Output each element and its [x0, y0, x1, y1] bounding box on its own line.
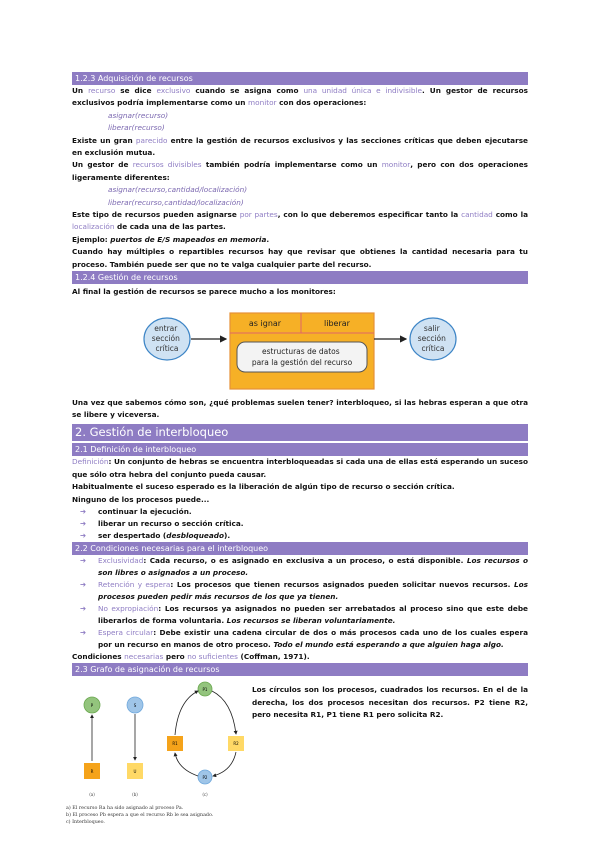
arrow-bullet-icon: ➔ [80, 603, 87, 613]
condition-item: ➔ Espera circular: Debe existir una cadena circular de dos o más procesos cada uno de los cuales espera por un recurso en manos de otro proceso. Todo el mundo está esperando a que alguien haga algo. [72, 627, 528, 651]
page [66, 72, 529, 826]
graph-captions [66, 805, 528, 826]
operations-list [72, 110, 528, 135]
caption-line: c) Interbloqueo. [66, 820, 105, 826]
operation-item: liberar(recurso) [108, 123, 165, 133]
node-label: R1 [172, 741, 178, 747]
paragraph: Cuando hay múltiples o repartibles recursos hay que revisar que obtienes la cantidad necesaria para tu proceso. También puede ser que no te valga cualquier parte del recurso. [72, 247, 528, 269]
list-item: ➔ ser despertado (desbloqueado). [72, 530, 528, 542]
section-heading-2-2: 2.2 Condiciones necesarias para el interbloqueo [72, 542, 528, 555]
paragraph: Existe un gran parecido entre la gestión de recursos exclusivos y las secciones críticas que deben ejecutarse en exclusión mutua. [72, 135, 528, 158]
entrar-line: crítica [155, 343, 179, 353]
chapter-heading-2: 2. Gestión de interbloqueo [72, 424, 528, 441]
arrow-bullet-icon: ➔ [80, 555, 87, 565]
paragraph: Definición: Un conjunto de hebras se encuentra interbloqueadas si cada una de ellas está esperando un suceso que sólo otra hebra del conjunto pueda causar. [72, 457, 528, 479]
graph-description: Los círculos son los procesos, cuadrados los recursos. En el de la derecha, los dos procesos necesitan dos recursos. P2 tiene R2, pero necesita R1, P1 tiene R1 pero solicita R2. [252, 685, 528, 720]
node-label: P1 [202, 687, 208, 693]
section-heading-2-3: 2.3 Grafo de asignación de recursos [72, 663, 528, 676]
entrar-line: entrar [154, 323, 178, 333]
estructuras-line: estructuras de datos [261, 346, 340, 356]
paragraph: Un recurso se dice exclusivo cuando se asigna como una unidad única e indivisible. Un gestor de recursos exclusivos podría implementarse como un monitor con dos operaciones: [72, 86, 528, 108]
node-label: R [90, 769, 94, 775]
paragraph: Al final la gestión de recursos se parece mucho a los monitores: [72, 287, 336, 297]
monitor-diagram [72, 299, 528, 397]
salir-line: salir [423, 323, 440, 333]
node-label: S [133, 703, 137, 709]
paragraph: Este tipo de recursos pueden asignarse por partes, con lo que deberemos especificar tanto la cantidad como la localización de cada una de las partes. [72, 210, 528, 232]
node-label: U [133, 769, 137, 775]
list-item: ➔ liberar un recurso o sección crítica. [72, 518, 528, 530]
salir-line: sección [417, 333, 446, 343]
condition-item: ➔ No expropiación: Los recursos ya asignados no pueden ser arrebatados al proceso sino que este debe liberarlos de forma voluntaria. Los recursos se liberan voluntariamente. [72, 603, 528, 627]
paragraph: Un gestor de recursos divisibles también podría implementarse como un monitor, pero con dos operaciones ligeramente diferentes: [72, 160, 529, 182]
operations-list [72, 184, 528, 209]
condition-item: ➔ Exclusividad: Cada recurso, o es asignado en exclusiva a un proceso, o está disponible. Los recursos o son libres o asignados a un proceso. [72, 555, 528, 579]
arrow-bullet-icon: ➔ [80, 530, 87, 540]
operation-item: liberar(recurso,cantidad/localización) [108, 197, 244, 207]
asignar-label: as ignar [248, 318, 282, 328]
arrow-bullet-icon: ➔ [80, 579, 87, 589]
caption-line: a) El recurso Ra ha sido asignado al proceso Pa. [66, 806, 184, 812]
sublabel-a: (a) [89, 792, 95, 798]
node-label: P2 [202, 775, 208, 781]
paragraph: Habitualmente el suceso esperado es la liberación de algún tipo de recurso o sección crítica. [72, 482, 455, 492]
operation-item: asignar(recurso) [108, 110, 169, 120]
section-heading-1-2-4: 1.2.4 Gestión de recursos [72, 271, 528, 284]
arrow-bullet-icon: ➔ [80, 518, 87, 528]
section-heading-1-2-3: 1.2.3 Adquisición de recursos [72, 72, 528, 85]
sublabel-b: (b) [132, 792, 138, 798]
arrow-bullet-icon: ➔ [80, 506, 87, 516]
section-heading-2-1: 2.1 Definición de interbloqueo [72, 443, 528, 456]
sublabel-c: (c) [202, 792, 208, 798]
arrow-bullet-icon: ➔ [80, 627, 87, 637]
estructuras-line: para la gestión del recurso [251, 357, 353, 367]
condition-item: ➔ Retención y espera: Los procesos que tienen recursos asignados pueden solicitar nuevos recursos. Los procesos pueden pedir más recursos de los que ya tienen. [72, 579, 528, 603]
caption-line: b) El proceso Pb espera a que el recurso Rb le sea asignado. [66, 813, 214, 819]
list-item: ➔ continuar la ejecución. [72, 506, 528, 518]
operation-item: asignar(recurso,cantidad/localización) [108, 185, 248, 195]
salir-line: crítica [421, 343, 445, 353]
paragraph: Condiciones necesarias pero no suficientes (Coffman, 1971). [72, 651, 310, 661]
entrar-line: sección [151, 333, 180, 343]
svg-text:entrar sección [152, 324, 183, 353]
paragraph: Una vez que sabemos cómo son, ¿qué problemas suelen tener? interbloqueo, si las hebras esperan a que otra se libere y viceversa. [72, 397, 528, 419]
paragraph: Ninguno de los procesos puede... [72, 494, 210, 504]
node-label: P [90, 703, 94, 709]
node-label: R2 [233, 741, 239, 747]
liberar-label: liberar [324, 318, 350, 328]
paragraph: Ejemplo: puertos de E/S mapeados en memoria. [72, 234, 270, 244]
allocation-graph-section [72, 679, 528, 805]
